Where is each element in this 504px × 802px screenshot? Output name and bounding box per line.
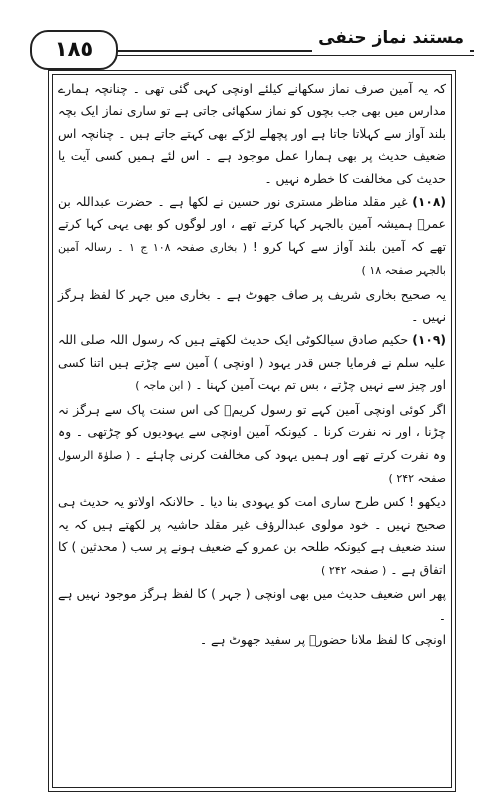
running-title: مستند نماز حنفی bbox=[312, 24, 470, 52]
paragraph-text: یہ صحیح بخاری شریف پر صاف جھوٹ ہے ۔ بخاری میں جہر کا لفظ ہرگز نہیں ۔ bbox=[58, 287, 446, 325]
citation: ( بخاری صفحہ ۱۰۸ ج ۱ ۔ رسالہ آمین بالجہر صفحہ ۱۸ ) bbox=[58, 240, 446, 278]
citation: ( صفحہ ۲۴۲ ) bbox=[321, 563, 387, 577]
paragraph-text: اگر کوئی اونچی آمین کہے تو رسول کریمؐ کی اس سنت پاک سے ہرگز نہ چڑنا ، اور نہ نفرت کرنا ۔ کیونکہ آمین اونچی سے یہودیوں کو چڑتھی ۔ وہ وہ نفرت کرتے تھے اور ہمیں یہود کی مخالفت کرنی چاہئے ۔ bbox=[58, 402, 446, 462]
paragraph-number: (۱۰۸) bbox=[412, 195, 446, 210]
page-number: ١٨٥ bbox=[30, 30, 118, 70]
paragraph bbox=[58, 78, 446, 190]
paragraph bbox=[58, 191, 446, 283]
paragraph bbox=[58, 629, 446, 651]
paragraph bbox=[58, 491, 446, 582]
paragraph bbox=[58, 583, 446, 628]
paragraph-text: اونچی کا لفظ ملانا حضورؐ پر سفید جھوٹ ہے ۔ bbox=[199, 632, 446, 647]
paragraph-text: کہ یہ آمین صرف نماز سکھانے کیلئے اونچی کہی گئی تھی ۔ چنانچہ ہمارے مدارس میں بھی جب بچوں کو نماز سکھائی جاتی ہے تو ساری نماز ایک بچہ بلند آواز سے کہلاتا جاتا ہے اور پچھلے لڑکے بھی کہتے جاتے ہیں ۔ چنانچہ اس ضعیف حدیث پر بھی ہمارا عمل موجود ہے ۔ اس لئے ہمیں کسی آیت یا حدیث کی مخالفت کا خطرہ نہیں ۔ bbox=[58, 82, 446, 186]
header-rule-thin bbox=[108, 55, 474, 56]
body-text bbox=[58, 78, 446, 784]
citation: ( ابن ماجہ ) bbox=[135, 379, 192, 393]
paragraph-text: دیکھو ! کس طرح ساری امت کو یہودی بنا دیا ۔ حالانکہ اولاتو یہ حدیث ہی صحیح نہیں ۔ خود مولوی عبدالرؤف غیر مقلد حاشیہ پر لکھتے ہیں کہ یہ سند ضعیف ہے کیونکہ طلحہ بن عمرو کے ضعیف ہونے پر سب ( محدثین ) کا اتفاق ہے ۔ bbox=[58, 495, 446, 577]
citation: ( صلوٰۃ الرسول صفحہ ۲۴۲ ) bbox=[58, 448, 446, 485]
paragraph bbox=[58, 284, 446, 329]
paragraph-number: (۱۰۹) bbox=[412, 333, 446, 348]
paragraph-text: غیر مقلد مناظر مستری نور حسین نے لکھا ہے ۔ حضرت عبداللہ بن عمرؓ ہمیشہ آمین بالجہر کہا کرتے تھے ، اور لوگوں کو بھی یہی کہا کرتے تھے کہ آمین بلند آواز سے کہا کرو ! bbox=[58, 195, 446, 254]
paragraph bbox=[58, 399, 446, 491]
page-header bbox=[30, 22, 474, 68]
paragraph bbox=[58, 329, 446, 397]
paragraph-text: حکیم صادق سیالکوٹی ایک حدیث لکھتے ہیں کہ رسول اللہ صلی اللہ علیہ سلم نے فرمایا جس قدر یہود ( اونچی ) آمین سے چڑتے ہیں اتنا کسی اور چیز سے نہیں چڑتے ، بس تم بہت آمین کہنا ۔ bbox=[58, 333, 446, 393]
paragraph-text: پھر اس ضعیف حدیث میں بھی اونچی ( جہر ) کا لفظ ہرگز موجود نہیں ہے ۔ bbox=[58, 586, 446, 624]
